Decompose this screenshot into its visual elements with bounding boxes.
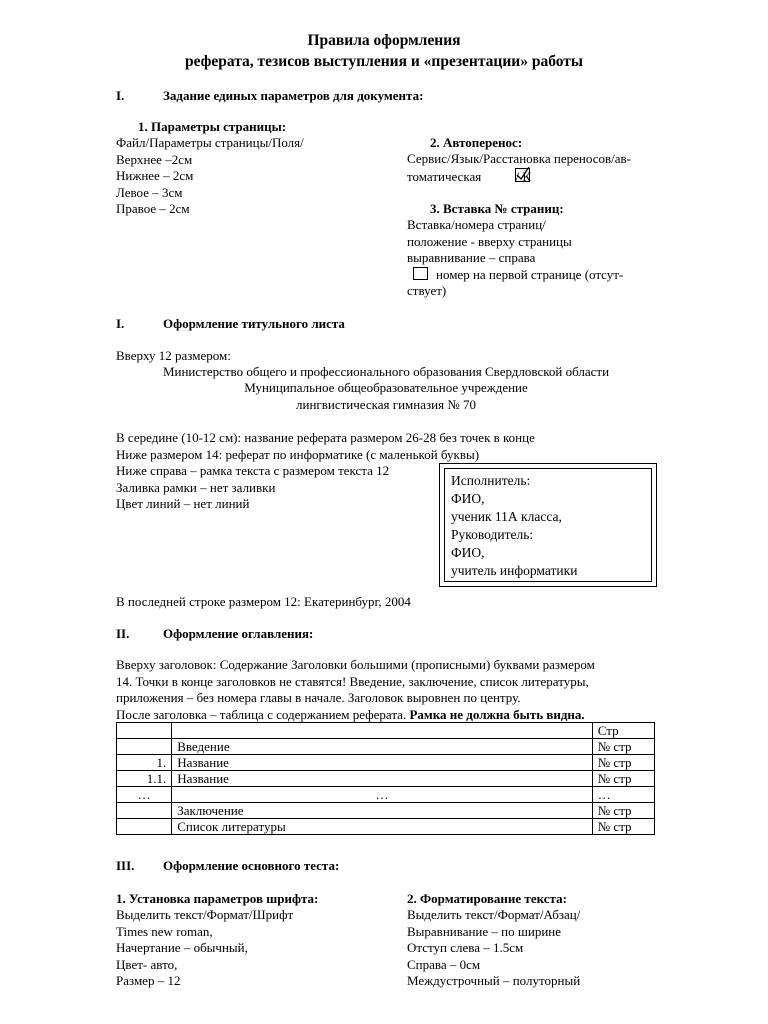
toc-cell-title: Название <box>172 755 593 771</box>
toc-table <box>116 722 655 835</box>
frame-line: ФИО, <box>451 545 485 560</box>
titlepage-centered-line: Министерство общего и профессионального образования Свердловской области <box>162 364 610 379</box>
page-params-line: Верхнее –2см <box>116 151 193 167</box>
page-numbers-list <box>407 217 623 300</box>
toc-cell-number <box>117 739 172 755</box>
frame-line: ученик 11А класса, <box>451 509 562 524</box>
font-params-heading: 1. Установка параметров шрифта: <box>116 891 319 906</box>
page-params-line: Нижнее – 2см <box>116 168 194 183</box>
text-frame <box>444 468 652 582</box>
titlepage-centered-line: Муниципальное общеобразовательное учреждение <box>244 380 528 395</box>
autohyphen-line2-text: томатическая <box>407 169 482 184</box>
section4-heading: Оформление основного теста: <box>163 858 340 873</box>
section2-numeral: I. <box>116 316 125 331</box>
toc-cell-page: … <box>592 787 654 803</box>
page-params-heading: 1. Параметры страницы: <box>138 119 287 134</box>
page-numbers-heading: 3. Вставка № страниц: <box>430 201 564 216</box>
section3-heading: Оформление оглавления: <box>163 626 314 641</box>
titlepage-middle-line: В середине (10-12 см): название реферата размером 26-28 без точек в конце <box>116 430 535 445</box>
page-numbers-line: Вставка/номера страниц/ <box>407 217 546 232</box>
frame-line: Исполнитель: <box>451 473 531 488</box>
document-title-line2: реферата, тезисов выступления и «презентации» работы <box>184 53 584 70</box>
font-params-line: Выделить текст/Формат/Шрифт <box>116 907 294 922</box>
section1-heading: Задание единых параметров для документа: <box>163 88 424 103</box>
font-params-line: Times new roman, <box>116 923 213 939</box>
autohyphen-line1: Сервис/Язык/Расстановка переносов/ав- <box>407 151 631 166</box>
font-params-line: Цвет- авто, <box>116 956 178 972</box>
toc-cell-title: Введение <box>172 739 593 755</box>
toc-row <box>117 739 655 755</box>
document-title-line1: Правила оформления <box>307 32 461 49</box>
page-params-line: Файл/Параметры страницы/Поля/ <box>116 135 304 150</box>
font-params-line: Начертание – обычный, <box>116 940 248 955</box>
text-format-list <box>407 907 580 990</box>
frame-line: учитель информатики <box>451 563 578 578</box>
font-params-list <box>116 907 293 990</box>
toc-paragraph <box>116 657 655 723</box>
toc-cell-title: … <box>172 787 593 803</box>
toc-after-title-bold: Рамка не должна быть видна. <box>409 706 585 722</box>
toc-cell-title: Название <box>172 771 593 787</box>
toc-cell-title: Заключение <box>172 803 593 819</box>
toc-cell-page: № стр <box>592 739 654 755</box>
toc-cell-title <box>172 723 593 739</box>
page-numbers-last-line: ствует) <box>407 283 447 298</box>
page-params-line: Правое – 2см <box>116 201 190 216</box>
titlepage-top-label: Вверху 12 размером: <box>116 348 231 363</box>
autohyphen-line2-suffix: / К <box>515 169 532 184</box>
toc-cell-number <box>117 819 172 835</box>
autohyphen-line2 <box>407 168 531 186</box>
toc-paragraph-line: приложения – без номера главы в начале. Заголовок выровнен по центру. <box>116 690 521 705</box>
toc-cell-page: Стр <box>592 723 654 739</box>
page-numbers-line: положение - вверху страницы <box>407 233 572 249</box>
checked-checkbox-icon <box>515 168 530 182</box>
section4-numeral: III. <box>116 858 135 873</box>
section1-numeral: I. <box>116 88 125 103</box>
toc-cell-page: № стр <box>592 771 654 787</box>
titlepage-middle-line: Ниже справа – рамка текста с размером текста 12 <box>116 463 390 478</box>
toc-after-title-line <box>116 707 655 724</box>
toc-cell-number <box>117 723 172 739</box>
toc-paragraph-line: 14. Точки в конце заголовков не ставятся! Введение, заключение, список литературы, <box>116 673 589 689</box>
toc-cell-number: 1.1. <box>117 771 172 787</box>
text-format-line: Выравнивание – по ширине <box>407 923 562 939</box>
toc-row <box>117 787 655 803</box>
toc-cell-title: Список литературы <box>172 819 593 835</box>
titlepage-middle-line: Цвет линий – нет линий <box>116 496 250 511</box>
page-numbers-line: выравнивание – справа <box>407 250 536 265</box>
toc-cell-number: 1. <box>117 755 172 771</box>
font-params-line: Размер – 12 <box>116 973 181 988</box>
text-format-heading: 2. Форматирование текста: <box>407 891 567 906</box>
toc-row <box>117 755 655 771</box>
toc-cell-page: № стр <box>592 819 654 835</box>
toc-row <box>117 771 655 787</box>
toc-cell-page: № стр <box>592 803 654 819</box>
page-numbers-checkbox-line <box>407 267 623 284</box>
titlepage-last-line: В последней строке размером 12: Екатеринбург, 2004 <box>116 594 411 609</box>
empty-checkbox-icon <box>413 267 428 280</box>
toc-row <box>117 803 655 819</box>
text-format-line: Междустрочный – полуторный <box>407 973 581 988</box>
frame-line: ФИО, <box>451 491 485 506</box>
toc-row <box>117 723 655 739</box>
toc-cell-number <box>117 803 172 819</box>
page-params-line: Левое – 3см <box>116 184 183 200</box>
section2-heading: Оформление титульного листа <box>163 316 345 331</box>
toc-paragraph-line: Вверху заголовок: Содержание Заголовки большими (прописными) буквами размером <box>116 657 595 672</box>
titlepage-centered-line: лингвистическая гимназия № 70 <box>296 397 476 412</box>
autohyphen-heading: 2. Автоперенос: <box>430 135 523 150</box>
page-numbers-checkbox-label: номер на первой странице (отсут- <box>436 266 624 282</box>
text-format-line: Отступ слева – 1.5см <box>407 940 524 955</box>
titlepage-middle-line: Ниже размером 14: реферат по информатике (с маленькой буквы) <box>116 446 480 462</box>
toc-after-title-text: После заголовка – таблица с содержанием реферата. <box>116 706 410 722</box>
section3-numeral: II. <box>116 626 130 641</box>
text-format-line: Справа – 0см <box>407 956 481 972</box>
page-params-list <box>116 135 304 218</box>
toc-row <box>117 819 655 835</box>
titlepage-middle-line: Заливка рамки – нет заливки <box>116 479 276 495</box>
toc-cell-number: … <box>117 787 172 803</box>
toc-cell-page: № стр <box>592 755 654 771</box>
frame-line: Руководитель: <box>451 527 534 542</box>
text-format-line: Выделить текст/Формат/Абзац/ <box>407 907 581 922</box>
